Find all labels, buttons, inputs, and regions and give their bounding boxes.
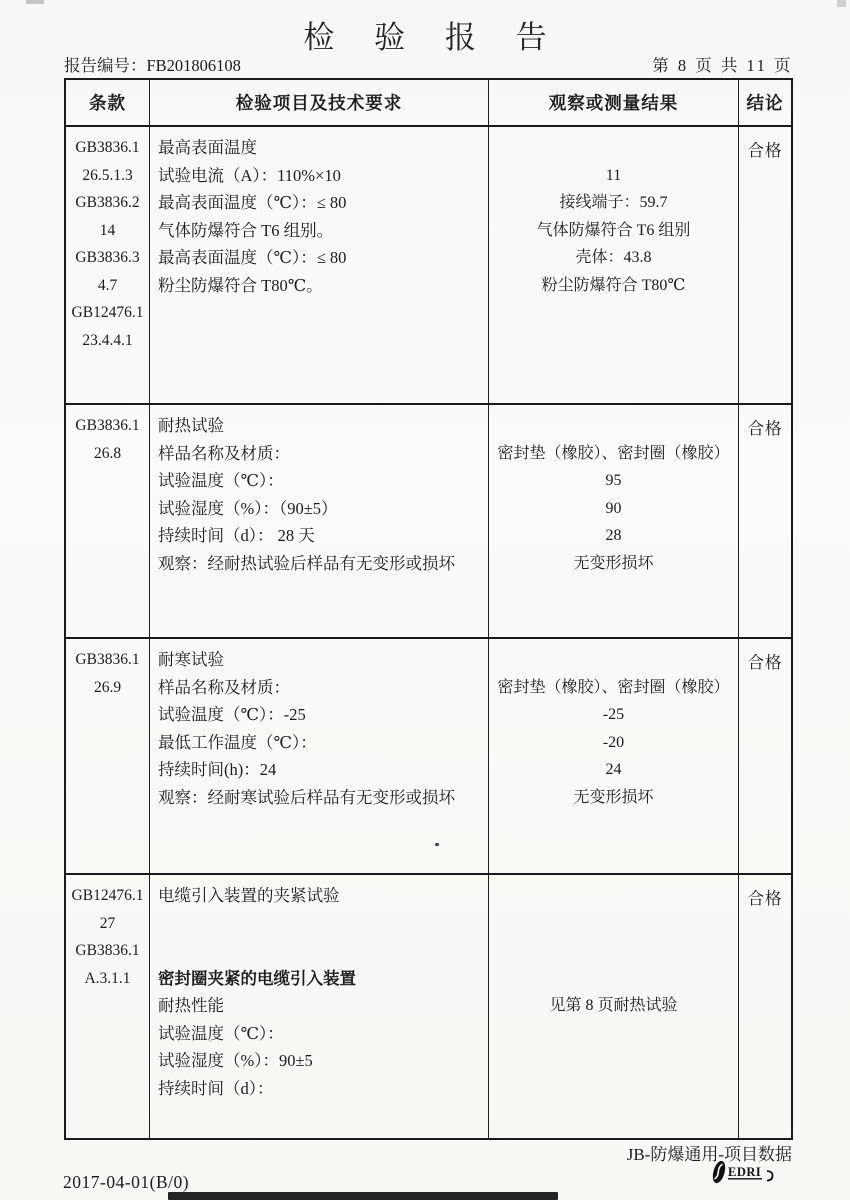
footer-revision-date: 2017-04-01(B/0) — [63, 1172, 190, 1192]
text-line: GB3836.1 — [75, 942, 140, 959]
text-line: 最高表面温度（℃）：≤ 80 — [158, 248, 347, 267]
header-clause: 条款 — [66, 80, 150, 125]
text-line — [158, 937, 486, 965]
text-line: 试验电流（A）：110%×10 — [158, 165, 341, 185]
text-line — [489, 646, 738, 674]
text-line: 密封垫（橡胶）、密封圈（橡胶） — [497, 678, 730, 696]
text-line: 观察：经耐寒试验后样品有无变形或损坏 — [158, 787, 455, 807]
text-line — [489, 1047, 738, 1075]
text-line — [489, 1075, 738, 1103]
text-line: 11 — [605, 166, 622, 184]
clause-cell — [66, 405, 150, 637]
text-line: 接线端子：59.7 — [559, 194, 668, 211]
text-line: 无变形损坏 — [573, 788, 654, 806]
text-line: 14 — [99, 221, 116, 239]
table-row — [66, 405, 791, 639]
text-line: 耐热性能 — [158, 996, 224, 1015]
text-line: GB12476.1 — [71, 304, 144, 321]
clause-cell — [66, 127, 150, 403]
results-cell — [489, 405, 739, 637]
text-line — [489, 134, 738, 162]
text-line — [489, 1020, 738, 1048]
text-line: 试验温度（℃）：-25 — [158, 705, 306, 724]
text-line: 样品名称及材质： — [158, 677, 290, 697]
text-line: 26.8 — [93, 444, 122, 462]
text-line — [489, 937, 738, 965]
ink-speck — [435, 843, 439, 846]
text-line: 26.5.1.3 — [82, 166, 133, 184]
text-line: 最高表面温度 — [158, 138, 257, 157]
page-indicator: 第 8 页 共 11 页 — [652, 56, 793, 75]
clause-cell — [66, 639, 150, 873]
text-line: 持续时间(h)：24 — [158, 760, 277, 779]
text-line: 试验温度（℃）： — [158, 471, 284, 490]
text-line: 最低工作温度（℃）： — [158, 732, 317, 752]
table-rows — [66, 127, 791, 1138]
conclusion-value: 合格 — [747, 419, 783, 438]
report-number — [64, 52, 241, 76]
text-line: 无变形损坏 — [573, 554, 654, 572]
results-cell — [489, 875, 739, 1138]
table-row — [66, 639, 791, 875]
conclusion-cell — [739, 875, 791, 1138]
text-line: 持续时间（d）： — [158, 1078, 274, 1098]
text-line: 试验湿度（%）：90±5 — [158, 1051, 313, 1070]
text-line: 壳体：43.8 — [575, 249, 652, 266]
requirements-cell — [150, 405, 489, 637]
text-line: 见第 8 页耐热试验 — [549, 997, 678, 1014]
text-line: 粉尘防爆符合 T80℃。 — [158, 275, 323, 295]
header-results: 观察或测量结果 — [489, 80, 739, 125]
text-line: 23.4.4.1 — [82, 331, 133, 349]
text-line: 27 — [99, 914, 116, 932]
text-line — [489, 412, 738, 440]
inspection-table — [64, 78, 793, 1140]
scan-artifact-top-left — [26, 0, 44, 4]
text-line: 4.7 — [97, 276, 118, 294]
requirements-cell — [150, 127, 489, 403]
text-line: 试验湿度（%）：（90±5） — [158, 498, 338, 518]
conclusion-cell — [739, 639, 791, 873]
text-line — [489, 910, 738, 938]
table-row — [66, 127, 791, 405]
requirements-cell — [150, 875, 489, 1138]
text-line: -25 — [602, 706, 625, 723]
text-line: 气体防爆符合 T6 组别。 — [158, 220, 334, 240]
text-line — [489, 965, 738, 993]
report-number-value: FB201806108 — [146, 56, 241, 75]
text-line: GB3836.1 — [75, 651, 140, 668]
conclusion-value: 合格 — [747, 653, 783, 672]
text-line — [489, 882, 738, 910]
text-line: -20 — [602, 733, 625, 751]
text-line: 密封垫（橡胶）、密封圈（橡胶） — [497, 444, 730, 462]
results-cell — [489, 639, 739, 873]
page-title: 检 验 报 告 — [303, 20, 563, 55]
scan-artifact-top-right — [837, 0, 846, 7]
requirements-cell — [150, 639, 489, 873]
text-line: 试验温度（℃）： — [158, 1023, 284, 1043]
text-line: 26.9 — [93, 678, 122, 696]
header-conclusion: 结论 — [746, 93, 784, 113]
text-line: 耐热试验 — [158, 416, 224, 435]
text-line: A.3.1.1 — [84, 969, 131, 987]
conclusion-cell — [739, 127, 791, 403]
sedri-logo-icon — [710, 1158, 778, 1188]
text-line: GB12476.1 — [71, 887, 144, 904]
conclusion-value: 合格 — [747, 889, 783, 908]
text-line: GB3836.1 — [75, 417, 140, 434]
scan-artifact-bottom-bar — [168, 1192, 558, 1200]
text-line: 90 — [605, 499, 622, 517]
text-line: 密封圈夹紧的电缆引入装置 — [158, 968, 356, 988]
text-line: 最高表面温度（℃）：≤ 80 — [158, 193, 347, 212]
clause-cell — [66, 875, 150, 1138]
report-number-label: 报告编号： — [64, 56, 147, 75]
text-line — [158, 910, 486, 938]
text-line: 持续时间（d）： 28 天 — [158, 526, 315, 545]
text-line: GB3836.2 — [75, 194, 140, 211]
results-cell — [489, 127, 739, 403]
text-line: 样品名称及材质： — [158, 443, 290, 463]
text-line: 耐寒试验 — [158, 650, 224, 669]
header-requirements: 检验项目及技术要求 — [150, 80, 489, 125]
text-line: GB3836.3 — [75, 249, 140, 266]
sedri-logo-text: EDRI — [728, 1165, 762, 1179]
sedri-logo — [710, 1158, 778, 1193]
footer-doc-code: JB-防爆通用-项目数据 — [626, 1145, 792, 1164]
text-line: 28 — [605, 527, 622, 544]
text-line: 电缆引入装置的夹紧试验 — [158, 886, 340, 905]
conclusion-value: 合格 — [747, 141, 783, 160]
text-line: 观察：经耐热试验后样品有无变形或损坏 — [158, 553, 455, 573]
table-header-row — [66, 80, 791, 127]
text-line: 95 — [605, 472, 622, 489]
text-line: GB3836.1 — [75, 139, 140, 156]
text-line: 粉尘防爆符合 T80℃ — [541, 276, 686, 294]
conclusion-cell — [739, 405, 791, 637]
text-line: 气体防爆符合 T6 组别 — [536, 221, 691, 239]
text-line: 24 — [605, 761, 622, 778]
table-row — [66, 875, 791, 1138]
